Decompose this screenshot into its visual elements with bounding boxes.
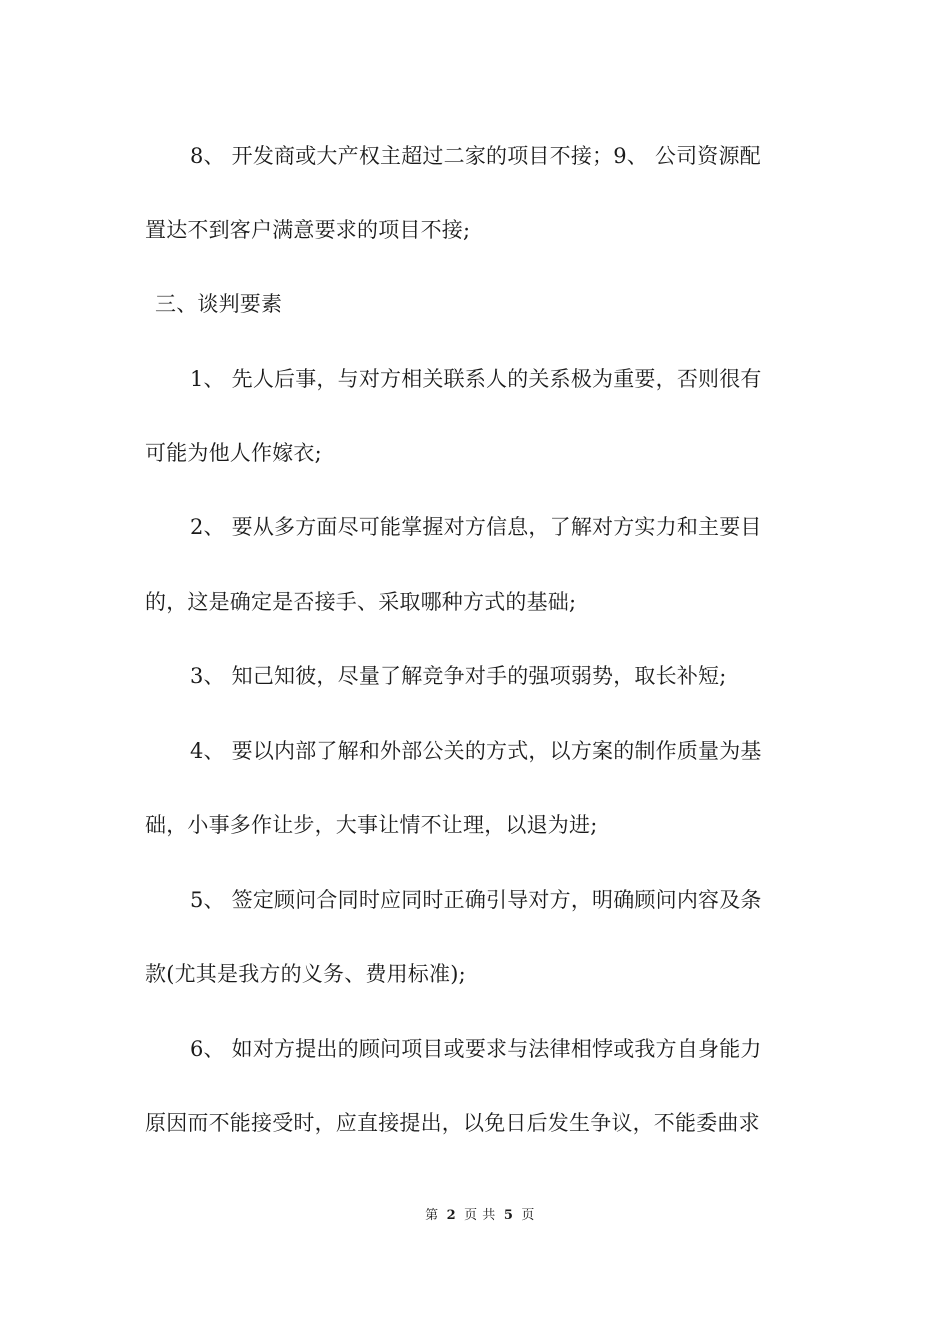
paragraph-line: 2、 要从多方面尽可能掌握对方信息，了解对方实力和主要目 <box>190 515 762 539</box>
footer-suffix: 页 <box>521 1208 535 1223</box>
paragraph-line: 6、 如对方提出的顾问项目或要求与法律相悖或我方自身能力 <box>190 1037 762 1061</box>
paragraph-line: 原因而不能接受时，应直接提出，以免日后发生争议，不能委曲求 <box>145 1111 760 1135</box>
paragraph-line: 础，小事多作让步，大事让情不让理，以退为进; <box>145 813 598 837</box>
page-footer <box>0 1207 950 1225</box>
paragraph-line: 3、 知己知彼，尽量了解竞争对手的强项弱势，取长补短; <box>190 664 727 688</box>
current-page-number: 2 <box>446 1208 457 1223</box>
paragraph-line: 置达不到客户满意要求的项目不接; <box>145 218 471 242</box>
footer-prefix: 第 <box>425 1208 439 1223</box>
paragraph-line: 款(尤其是我方的义务、费用标准); <box>145 962 466 986</box>
paragraph-line: 8、 开发商或大产权主超过二家的项目不接；9、 公司资源配 <box>190 144 761 168</box>
paragraph-line: 5、 签定顾问合同时应同时正确引导对方，明确顾问内容及条 <box>190 888 762 912</box>
footer-middle: 页 共 <box>464 1208 496 1223</box>
paragraph-line: 1、 先人后事，与对方相关联系人的关系极为重要，否则很有 <box>190 367 762 391</box>
paragraph-line: 的，这是确定是否接手、采取哪种方式的基础; <box>145 590 577 614</box>
section-heading: 三、谈判要素 <box>155 292 283 316</box>
total-page-count: 5 <box>503 1208 514 1223</box>
paragraph-line: 可能为他人作嫁衣; <box>145 441 322 465</box>
paragraph-line: 4、 要以内部了解和外部公关的方式，以方案的制作质量为基 <box>190 739 762 763</box>
